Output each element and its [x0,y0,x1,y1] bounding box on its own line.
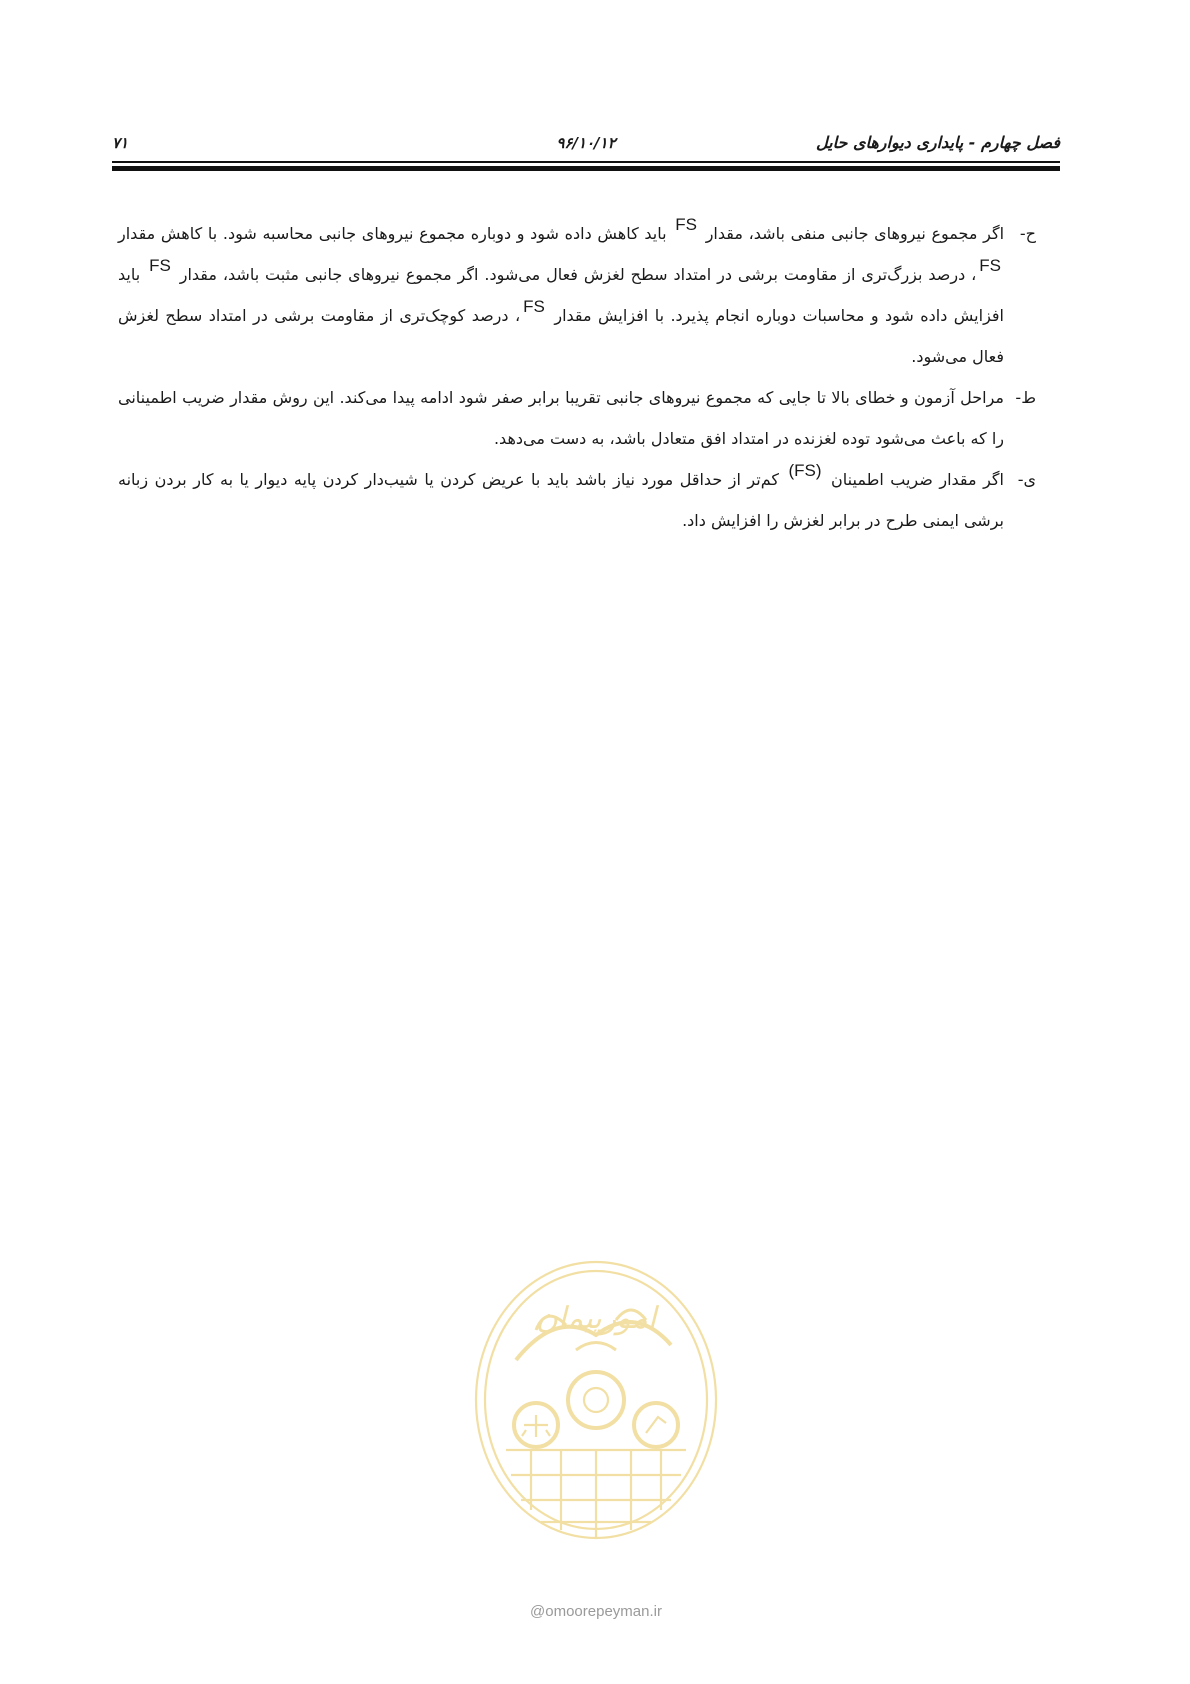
list-marker: ح- [1019,224,1036,243]
watermark-logo [466,1250,726,1595]
fs-symbol: FS [523,296,545,316]
text-run: اگر مجموع نیروهای جانبی منفی باشد، مقدار [705,224,1005,243]
list-item-text [118,459,1004,541]
page-header [112,130,1060,156]
chapter-title: فصل چهارم - پایداری دیوارهای حایل [816,133,1060,152]
header-date: ۹۶/۱۰/۱۲ [556,134,616,152]
text-run: باید کاهش داده شود و دوباره مجموع نیروهای جانبی محاسبه شود. با کاهش مقدار [118,224,667,243]
list-item-text [118,213,1004,377]
text-run: ، درصد کوچک‌تری از مقاومت برشی در امتداد سطح لغزش فعال می‌شود. [118,306,1004,366]
watermark-logo-text: امورپیمان [535,1301,657,1336]
header-rule-thin [112,161,1060,163]
list-item-ye [118,459,1036,541]
watermark-url: @omoorepeyman.ir [530,1603,662,1620]
text-run: باید افزایش داده شود و محاسبات دوباره انجام پذیرد. با افزایش مقدار [118,265,1005,325]
fs-symbol: FS [675,214,697,234]
header-rule-thick [112,166,1060,171]
page-number: ۷۱ [112,134,129,152]
text-run: مراحل آزمون و خطای بالا تا جایی که مجموع نیروهای جانبی تقریبا برابر صفر شود ادامه پیدا می‌کند. این روش مقدار ضریب اطمینانی را که باعث می‌شود توده لغزنده در امتداد افق متعادل باشد، به دست می‌دهد. [118,388,1004,448]
list-item-ta [118,377,1036,459]
list-marker: ط- [1015,388,1036,407]
text-run: اگر مقدار ضریب اطمینان [831,470,1004,489]
text-run: ، درصد بزرگ‌تری از مقاومت برشی در امتداد سطح لغزش فعال می‌شود. اگر مجموع نیروهای جانبی مثبت باشد، مقدار [179,265,977,284]
list-item-text [118,377,1004,459]
body-text [118,213,1036,541]
list-marker: ی- [1017,470,1036,489]
fs-symbol: (FS) [788,460,822,480]
fs-symbol: FS [149,255,171,275]
text-run: کم‌تر از حداقل مورد نیاز باشد باید با عریض کردن یا شیب‌دار کردن پایه دیوار یا به کار بردن زبانه برشی ایمنی طرح در برابر لغزش را افزایش داد. [118,470,1004,530]
fs-symbol: FS [979,255,1001,275]
list-item-heh [118,213,1036,377]
